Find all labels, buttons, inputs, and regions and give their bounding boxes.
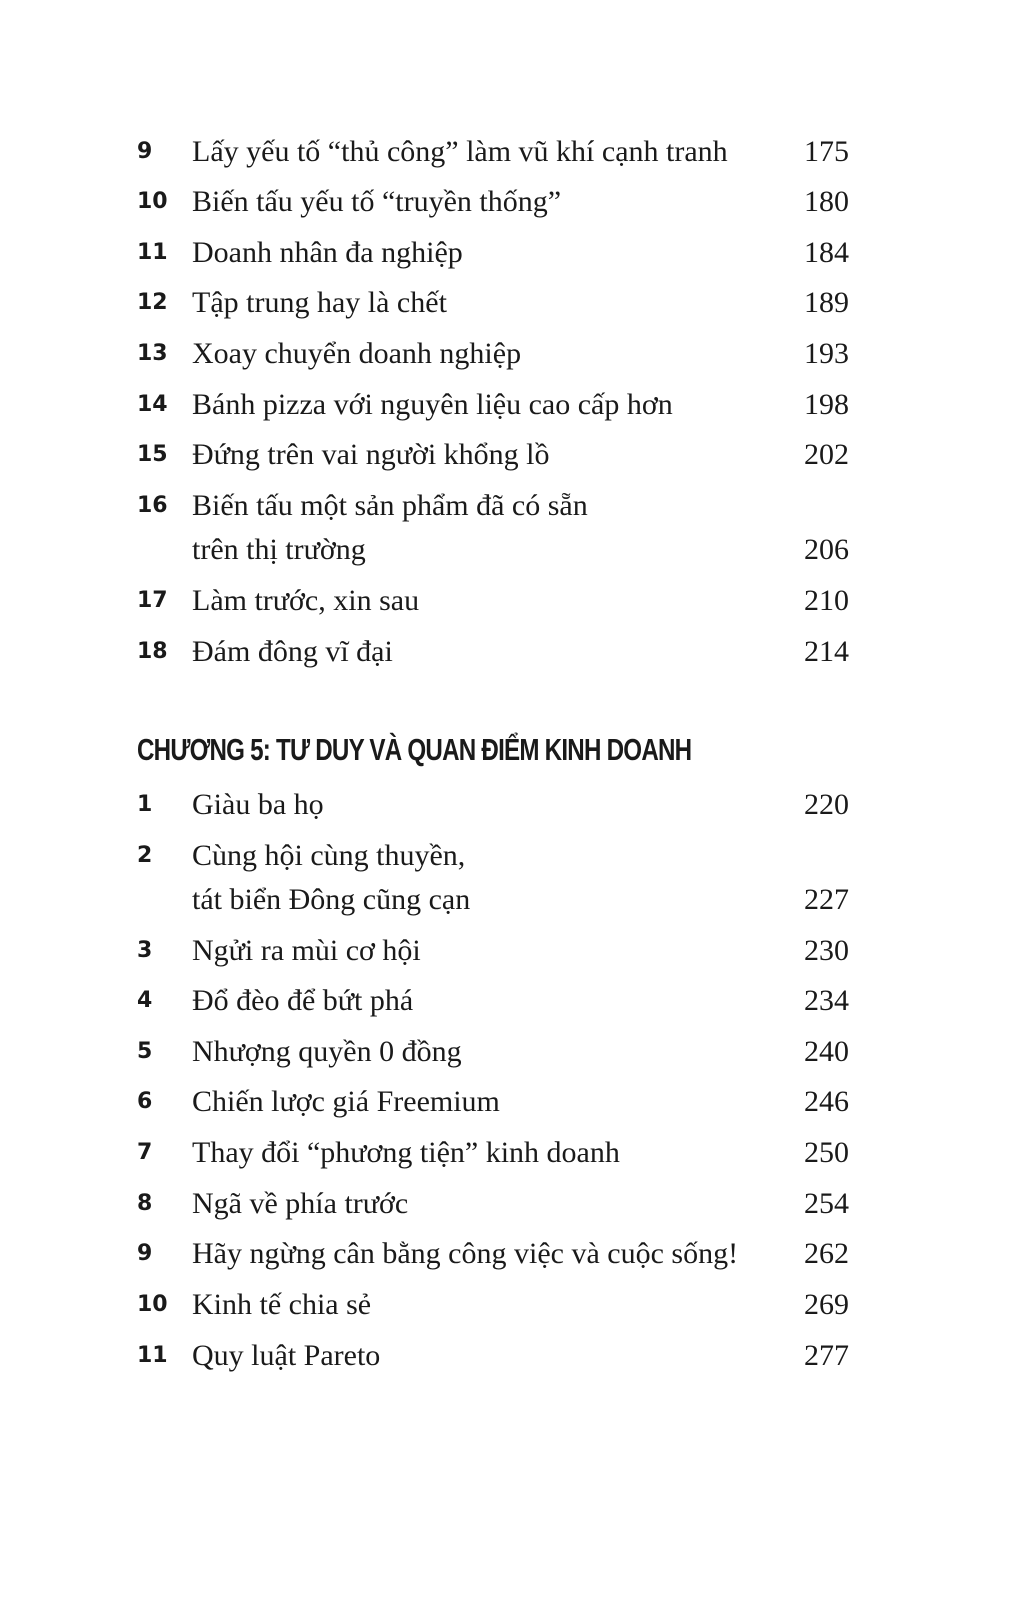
toc-entry[interactable]	[137, 180, 849, 224]
entry-title: Ngã về phía trước	[192, 1187, 409, 1220]
toc-entry[interactable]	[137, 281, 849, 325]
toc-entry[interactable]	[137, 231, 849, 275]
entry-page: 277	[804, 1339, 849, 1372]
toc-entry[interactable]	[137, 783, 849, 827]
entry-title: Biến tấu một sản phẩm đã có sẵn	[192, 489, 588, 522]
toc-entry[interactable]	[137, 1131, 849, 1175]
entry-title: Cùng hội cùng thuyền,	[192, 839, 466, 872]
toc-entry[interactable]	[137, 1182, 849, 1226]
toc-entry[interactable]	[137, 834, 849, 922]
entry-number: 11	[137, 1343, 168, 1368]
entry-title: Biến tấu yếu tố “truyền thống”	[192, 185, 562, 218]
entry-page: 227	[804, 883, 849, 916]
entry-title: Hãy ngừng cân bằng công việc và cuộc sống!	[192, 1237, 739, 1270]
entry-page: 214	[804, 635, 849, 668]
entry-title-line2: tát biển Đông cũng cạn	[192, 883, 471, 916]
entry-page: 220	[804, 788, 849, 821]
toc-entry[interactable]	[137, 433, 849, 477]
entry-page: 180	[804, 185, 849, 218]
entry-title: Nhượng quyền 0 đồng	[192, 1035, 462, 1068]
entry-number: 18	[137, 639, 168, 664]
toc-entry[interactable]	[137, 929, 849, 973]
toc-entry[interactable]	[137, 1030, 849, 1074]
entry-number: 8	[137, 1191, 153, 1216]
entry-number: 5	[137, 1039, 153, 1064]
toc-entry[interactable]	[137, 130, 849, 174]
entry-page: 240	[804, 1035, 849, 1068]
entry-page: 202	[804, 438, 849, 471]
entry-title: Giàu ba họ	[192, 788, 324, 821]
entry-number: 1	[137, 792, 153, 817]
entry-number: 7	[137, 1140, 153, 1165]
entry-title: Đổ đèo để bứt phá	[192, 984, 414, 1017]
entry-page: 254	[804, 1187, 849, 1220]
entry-number: 12	[137, 290, 168, 315]
entry-page: 210	[804, 584, 849, 617]
entry-page: 262	[804, 1237, 849, 1270]
entry-title: Đám đông vĩ đại	[192, 635, 393, 668]
entry-number: 11	[137, 240, 168, 265]
entry-page: 193	[804, 337, 849, 370]
entry-number: 9	[137, 1241, 153, 1266]
entry-page: 230	[804, 934, 849, 967]
entry-title: Tập trung hay là chết	[192, 286, 447, 319]
entry-title: Doanh nhân đa nghiệp	[192, 236, 463, 269]
entry-page: 250	[804, 1136, 849, 1169]
entry-title-line2: trên thị trường	[192, 533, 366, 566]
entry-title: Ngửi ra mùi cơ hội	[192, 934, 421, 967]
entry-page: 198	[804, 388, 849, 421]
toc-entry[interactable]	[137, 383, 849, 427]
entry-number: 9	[137, 139, 153, 164]
entry-number: 4	[137, 988, 153, 1013]
entry-page: 175	[804, 135, 849, 168]
entry-number: 10	[137, 189, 168, 214]
toc-entry[interactable]	[137, 630, 849, 674]
chapter-heading: CHƯƠNG 5: TƯ DUY VÀ QUAN ĐIỂM KINH DOANH	[137, 732, 692, 767]
entry-page: 246	[804, 1085, 849, 1118]
entry-number: 6	[137, 1089, 153, 1114]
toc-entry[interactable]	[137, 579, 849, 623]
entry-number: 3	[137, 938, 153, 963]
toc-entry[interactable]	[137, 979, 849, 1023]
toc-entry[interactable]	[137, 484, 849, 572]
entry-page: 189	[804, 286, 849, 319]
entry-number: 2	[137, 843, 153, 868]
entry-page: 184	[804, 236, 849, 269]
entry-number: 16	[137, 493, 168, 518]
entry-number: 13	[137, 341, 168, 366]
entry-title: Lấy yếu tố “thủ công” làm vũ khí cạnh tranh	[192, 135, 728, 168]
entry-number: 14	[137, 392, 168, 417]
entry-page: 234	[804, 984, 849, 1017]
toc-entry[interactable]	[137, 1232, 849, 1276]
toc-entry[interactable]	[137, 1334, 849, 1378]
toc-entry[interactable]	[137, 1283, 849, 1327]
entry-title: Kinh tế chia sẻ	[192, 1288, 372, 1321]
toc-entry[interactable]	[137, 1080, 849, 1124]
entry-title: Làm trước, xin sau	[192, 584, 420, 617]
entry-title: Đứng trên vai người khổng lồ	[192, 438, 550, 471]
entry-page: 206	[804, 533, 849, 566]
entry-title: Quy luật Pareto	[192, 1339, 381, 1372]
toc-entry[interactable]	[137, 332, 849, 376]
entry-title: Thay đổi “phương tiện” kinh doanh	[192, 1136, 620, 1169]
entry-title: Xoay chuyển doanh nghiệp	[192, 337, 522, 370]
entry-title: Chiến lược giá Freemium	[192, 1085, 500, 1118]
entry-title: Bánh pizza với nguyên liệu cao cấp hơn	[192, 388, 673, 421]
entry-number: 17	[137, 588, 168, 613]
entry-number: 15	[137, 442, 168, 467]
entry-page: 269	[804, 1288, 849, 1321]
entry-number: 10	[137, 1292, 168, 1317]
